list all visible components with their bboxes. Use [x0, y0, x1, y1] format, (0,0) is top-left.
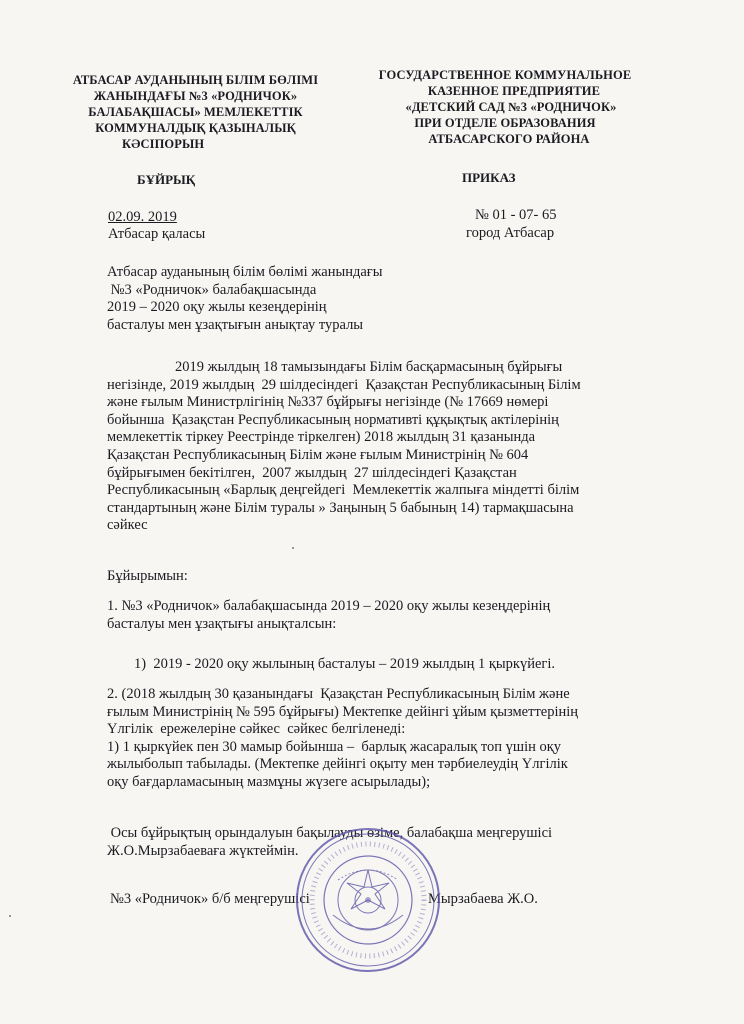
subject-line: 2019 – 2020 оқу жылы кезеңдерінің: [107, 299, 327, 316]
item-1-line: басталуы мен ұзақтығы анықталсын:: [107, 615, 337, 632]
subject-line: №3 «Родничок» балабақшасында: [107, 281, 317, 298]
preamble-line: 2019 жылдың 18 тамызындағы Білім басқармасының бұйрығы: [175, 359, 563, 375]
header-ru-line: «ДЕТСКИЙ САД №3 «РОДНИЧОК»: [405, 100, 617, 114]
preamble-line: Республикасының «Барлық деңгейдегі Мемлекеттік жалпыға міндетті білім: [107, 482, 580, 499]
item-2-line: Үлгілік ережелеріне сәйкес сәйкес белгіленеді:: [107, 721, 406, 738]
preamble-line: негізінде, 2019 жылдың 29 шілдесіндегі Қазақстан Республикасының Білім: [107, 376, 581, 393]
official-stamp-icon: [293, 825, 443, 975]
header-kz-line: КӘСІПОРЫН: [122, 137, 205, 151]
title-ru: ПРИКАЗ: [462, 170, 516, 185]
header-ru: [365, 67, 645, 147]
order-number: № 01 - 07- 65: [475, 207, 557, 223]
item-1-sub: 1) 2019 - 2020 оқу жылының басталуы – 2019 жылдың 1 қыркүйегі.: [134, 656, 556, 672]
header-kz-line: ЖАНЫНДАҒЫ №3 «РОДНИЧОК»: [93, 89, 298, 103]
preamble-line: Қазақстан Республикасының Білім және ғылым Министрінің № 604: [107, 446, 529, 463]
signature-position: №3 «Родничок» б/б меңгерушісі: [110, 891, 310, 907]
paper-speck: [292, 547, 294, 549]
preamble-line: және ғылым Министрлігінің №337 бұйрығы негізінде (№ 17669 нөмері: [107, 394, 549, 411]
preamble-line: бойынша Қазақстан Республикасының нормативті құқықтық актілерінің: [107, 411, 559, 428]
preamble-line: бұйрығымен бекітілген, 2007 жылдың 27 шілдесіндегі Қазақстан: [107, 464, 517, 481]
preamble-line: сәйкес: [107, 517, 148, 534]
subject-line: басталуы мен ұзақтығын анықтау туралы: [107, 316, 364, 333]
subject-line: Атбасар ауданының білім бөлімі жанындағы: [107, 264, 383, 280]
item-2-line: жылыболып табылады. (Мектепке дейінгі оқыту мен тәрбиелеудің Үлгілік: [107, 756, 568, 773]
order-subject: [107, 264, 382, 334]
header-ru-line: КАЗЕННОЕ ПРЕДПРИЯТИЕ: [427, 84, 601, 98]
place-kz: Атбасар қаласы: [108, 226, 206, 242]
item-1: [107, 598, 550, 633]
item-2-line: 1) 1 қыркүйек пен 30 мамыр бойынша – барлық жасаралық топ үшін оқу: [107, 738, 562, 755]
header-ru-line: ПРИ ОТДЕЛЕ ОБРАЗОВАНИЯ: [414, 116, 596, 130]
preamble: [107, 359, 581, 535]
preamble-line: стандартының және Білім туралы » Заңының 5 бабының 14) тармақшасына: [107, 499, 574, 516]
title-kz: БҰЙРЫҚ: [137, 172, 196, 187]
header-kz-line: БАЛАБАҚШАСЫ» МЕМЛЕКЕТТІК: [88, 105, 303, 119]
place-ru: город Атбасар: [466, 225, 555, 241]
item-2-line: ғылым Министрінің № 595 бұйрығы) Мектепке дейінгі ұйым қызметтерінің: [107, 703, 579, 720]
header-kz-line: КОММУНАЛДЫҚ ҚАЗЫНАЛЫҚ: [95, 121, 296, 135]
header-kz: [68, 72, 323, 152]
signature-name: Мырзабаева Ж.О.: [428, 891, 538, 907]
control-line: Осы бұйрықтың орындалуын бақылауды өзіме, балабақша меңгерушісі: [107, 825, 553, 841]
control-line: Ж.О.Мырзабаеваға жүктеймін.: [107, 842, 299, 859]
header-ru-line: АТБАСАРСКОГО РАЙОНА: [428, 132, 590, 146]
paper-speck: [9, 915, 11, 917]
item-2-line: оқу бағдарламасының мазмұны жүзеге асырылады);: [107, 773, 431, 790]
item-1-line: 1. №3 «Родничок» балабақшасында 2019 – 2020 оқу жылы кезеңдерінің: [107, 598, 551, 614]
item-2-line: 2. (2018 жылдың 30 қазанындағы Қазақстан Республикасының Білім және: [107, 686, 570, 702]
item-2: [107, 686, 578, 792]
preamble-line: мемлекеттік тіркеу Реестрінде тіркелген) 2018 жылдың 31 қазанында: [107, 429, 536, 446]
order-word: Бұйырымын:: [107, 568, 188, 584]
header-ru-line: ГОСУДАРСТВЕННОЕ КОММУНАЛЬНОЕ: [378, 68, 632, 82]
header-kz-line: АТБАСАР АУДАНЫНЫҢ БІЛІМ БӨЛІМІ: [72, 73, 319, 87]
order-date: 02.09. 2019: [108, 209, 177, 225]
